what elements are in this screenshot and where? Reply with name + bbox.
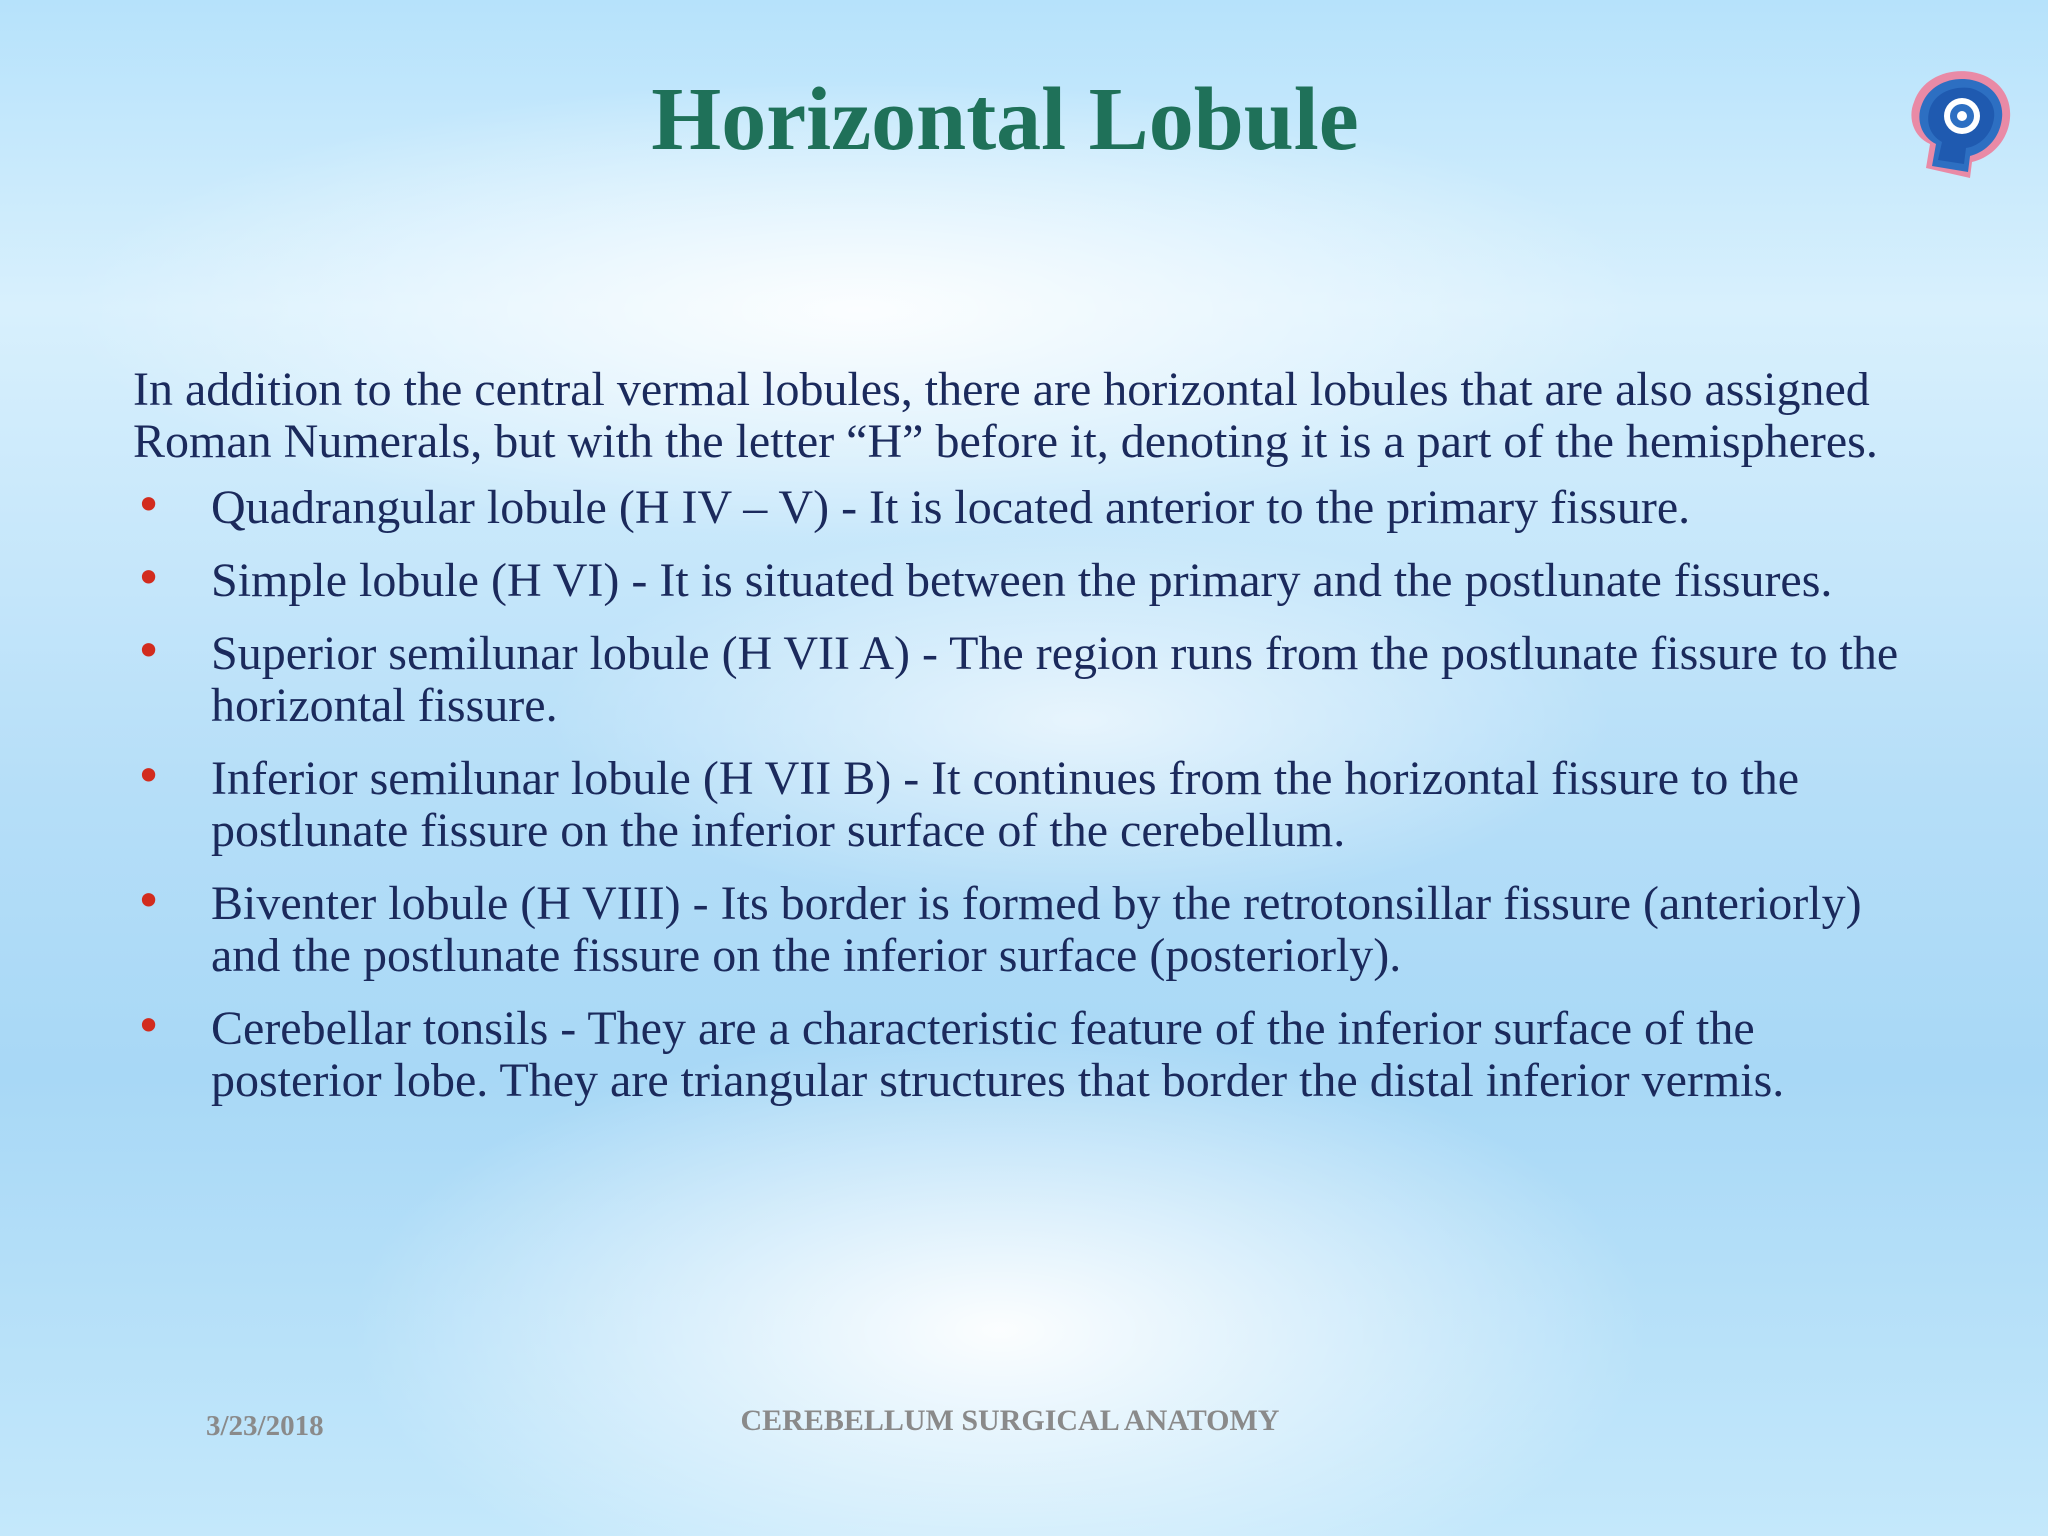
bullet-icon: •: [135, 999, 163, 1053]
bullet-icon: •: [135, 749, 163, 803]
slide-title: Horizontal Lobule: [651, 70, 1359, 169]
bullet-icon: •: [135, 478, 163, 532]
bullet-icon: •: [135, 551, 163, 605]
list-item-text: Superior semilunar lobule (H VII A) - The region runs from the postlunate fissure to the horizontal fissure.: [211, 627, 1899, 732]
list-item: [133, 478, 1913, 534]
list-item-text: Quadrangular lobule (H IV – V) - It is located anterior to the primary fissure.: [211, 481, 1691, 534]
intro-paragraph: In addition to the central vermal lobules, there are horizontal lobules that are also assigned Roman Numerals, but with the letter “H” before it, denoting it is a part of the hemispheres.: [133, 363, 1878, 468]
list-item: [133, 874, 1913, 982]
list-item-text: Biventer lobule (H VIII) - Its border is formed by the retrotonsillar fissure (anteriorly) and the postlunate fissure on the inferior surface (posteriorly).: [211, 877, 1862, 982]
list-item-text: Inferior semilunar lobule (H VII B) - It continues from the horizontal fissure to the postlunate fissure on the inferior surface of the cerebellum.: [211, 752, 1800, 857]
lobule-list: [133, 478, 1913, 1107]
list-item: [133, 999, 1913, 1107]
footer-date: 3/23/2018: [206, 1410, 324, 1442]
list-item: [133, 624, 1913, 732]
bullet-icon: •: [135, 874, 163, 928]
footer-title: CEREBELLUM SURGICAL ANATOMY: [740, 1404, 1280, 1437]
bullet-icon: •: [135, 624, 163, 678]
list-item-text: Cerebellar tonsils - They are a characteristic feature of the inferior surface of the posterior lobe. They are triangular structures that border the distal inferior vermis.: [211, 1002, 1785, 1107]
list-item: [133, 551, 1913, 607]
head-profile-logo-icon: [1898, 60, 2018, 184]
list-item: [133, 749, 1913, 857]
slide-body: [133, 364, 1913, 1128]
list-item-text: Simple lobule (H VI) - It is situated between the primary and the postlunate fissures.: [211, 554, 1833, 607]
